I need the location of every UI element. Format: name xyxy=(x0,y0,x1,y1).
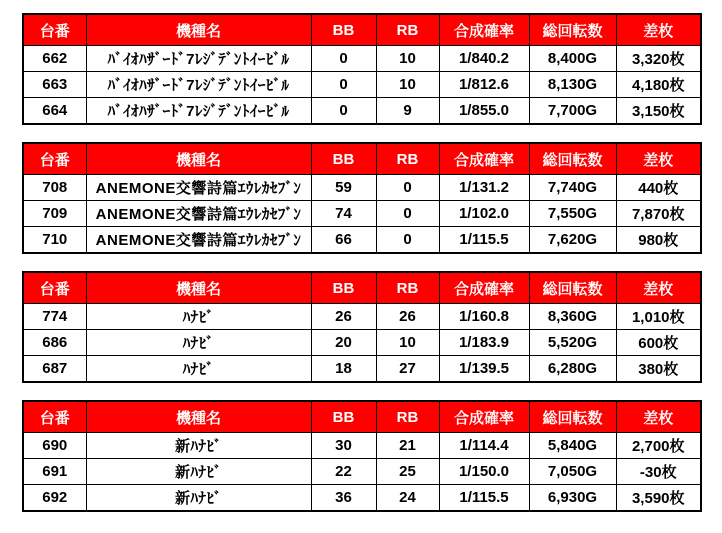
cell-rb: 10 xyxy=(376,72,439,98)
col-header-rb: RB xyxy=(376,14,439,46)
cell-total-spins: 7,050G xyxy=(529,459,616,485)
col-header-machine-number: 台番 xyxy=(23,143,86,175)
cell-model-name: 新ﾊﾅﾋﾞ xyxy=(86,459,311,485)
cell-total-spins: 8,360G xyxy=(529,304,616,330)
cell-combined-rate: 1/160.8 xyxy=(439,304,529,330)
cell-combined-rate: 1/114.4 xyxy=(439,433,529,459)
cell-total-spins: 7,550G xyxy=(529,201,616,227)
col-header-coin-diff: 差枚 xyxy=(616,272,701,304)
col-header-combined-rate: 合成確率 xyxy=(439,272,529,304)
col-header-combined-rate: 合成確率 xyxy=(439,14,529,46)
col-header-machine-number: 台番 xyxy=(23,401,86,433)
col-header-total-spins: 総回転数 xyxy=(529,143,616,175)
machine-stats-table-2 xyxy=(22,142,702,254)
col-header-combined-rate: 合成確率 xyxy=(439,401,529,433)
col-header-combined-rate: 合成確率 xyxy=(439,143,529,175)
cell-coin-diff: 600枚 xyxy=(616,330,701,356)
header-row xyxy=(23,272,701,304)
col-header-machine-number: 台番 xyxy=(23,14,86,46)
table-row xyxy=(23,46,701,72)
cell-rb: 10 xyxy=(376,46,439,72)
cell-bb: 20 xyxy=(311,330,376,356)
cell-machine-number: 690 xyxy=(23,433,86,459)
cell-model-name: ﾊﾞｲｵﾊｻﾞｰﾄﾞ7ﾚｼﾞﾃﾞﾝﾄｲｰﾋﾞﾙ xyxy=(86,72,311,98)
col-header-rb: RB xyxy=(376,143,439,175)
cell-machine-number: 774 xyxy=(23,304,86,330)
col-header-model-name: 機種名 xyxy=(86,272,311,304)
cell-machine-number: 687 xyxy=(23,356,86,383)
cell-combined-rate: 1/115.5 xyxy=(439,227,529,254)
cell-total-spins: 5,520G xyxy=(529,330,616,356)
cell-model-name: ANEMONE交響詩篇ｴｳﾚｶｾﾌﾞﾝ xyxy=(86,175,311,201)
col-header-bb: BB xyxy=(311,143,376,175)
cell-model-name: ﾊﾞｲｵﾊｻﾞｰﾄﾞ7ﾚｼﾞﾃﾞﾝﾄｲｰﾋﾞﾙ xyxy=(86,46,311,72)
cell-rb: 0 xyxy=(376,227,439,254)
cell-total-spins: 6,280G xyxy=(529,356,616,383)
table-row xyxy=(23,330,701,356)
col-header-coin-diff: 差枚 xyxy=(616,143,701,175)
cell-coin-diff: 440枚 xyxy=(616,175,701,201)
cell-combined-rate: 1/855.0 xyxy=(439,98,529,125)
cell-coin-diff: 7,870枚 xyxy=(616,201,701,227)
cell-machine-number: 708 xyxy=(23,175,86,201)
table-row xyxy=(23,356,701,383)
cell-bb: 0 xyxy=(311,72,376,98)
cell-combined-rate: 1/131.2 xyxy=(439,175,529,201)
cell-rb: 26 xyxy=(376,304,439,330)
cell-total-spins: 7,740G xyxy=(529,175,616,201)
cell-rb: 21 xyxy=(376,433,439,459)
table-row xyxy=(23,459,701,485)
cell-combined-rate: 1/840.2 xyxy=(439,46,529,72)
cell-model-name: ﾊﾅﾋﾞ xyxy=(86,356,311,383)
cell-coin-diff: 1,010枚 xyxy=(616,304,701,330)
cell-total-spins: 5,840G xyxy=(529,433,616,459)
cell-bb: 66 xyxy=(311,227,376,254)
cell-model-name: ANEMONE交響詩篇ｴｳﾚｶｾﾌﾞﾝ xyxy=(86,201,311,227)
cell-machine-number: 710 xyxy=(23,227,86,254)
machine-stats-table-1 xyxy=(22,13,702,125)
cell-model-name: ﾊﾅﾋﾞ xyxy=(86,304,311,330)
cell-total-spins: 6,930G xyxy=(529,485,616,512)
cell-bb: 59 xyxy=(311,175,376,201)
cell-machine-number: 664 xyxy=(23,98,86,125)
cell-bb: 26 xyxy=(311,304,376,330)
cell-combined-rate: 1/150.0 xyxy=(439,459,529,485)
header-row xyxy=(23,401,701,433)
cell-rb: 27 xyxy=(376,356,439,383)
cell-machine-number: 662 xyxy=(23,46,86,72)
cell-total-spins: 8,130G xyxy=(529,72,616,98)
cell-bb: 22 xyxy=(311,459,376,485)
cell-bb: 36 xyxy=(311,485,376,512)
col-header-model-name: 機種名 xyxy=(86,143,311,175)
cell-total-spins: 7,620G xyxy=(529,227,616,254)
cell-model-name: 新ﾊﾅﾋﾞ xyxy=(86,485,311,512)
cell-model-name: 新ﾊﾅﾋﾞ xyxy=(86,433,311,459)
cell-bb: 0 xyxy=(311,46,376,72)
col-header-model-name: 機種名 xyxy=(86,14,311,46)
col-header-rb: RB xyxy=(376,272,439,304)
col-header-total-spins: 総回転数 xyxy=(529,272,616,304)
table-row xyxy=(23,304,701,330)
col-header-bb: BB xyxy=(311,401,376,433)
cell-machine-number: 692 xyxy=(23,485,86,512)
cell-combined-rate: 1/115.5 xyxy=(439,485,529,512)
cell-rb: 9 xyxy=(376,98,439,125)
header-row xyxy=(23,143,701,175)
col-header-total-spins: 総回転数 xyxy=(529,14,616,46)
col-header-model-name: 機種名 xyxy=(86,401,311,433)
cell-coin-diff: -30枚 xyxy=(616,459,701,485)
col-header-bb: BB xyxy=(311,14,376,46)
cell-coin-diff: 380枚 xyxy=(616,356,701,383)
cell-bb: 0 xyxy=(311,98,376,125)
header-row xyxy=(23,14,701,46)
machine-stats-table-3 xyxy=(22,271,702,383)
machine-stats-table-4 xyxy=(22,400,702,512)
col-header-coin-diff: 差枚 xyxy=(616,14,701,46)
cell-model-name: ﾊﾞｲｵﾊｻﾞｰﾄﾞ7ﾚｼﾞﾃﾞﾝﾄｲｰﾋﾞﾙ xyxy=(86,98,311,125)
cell-coin-diff: 4,180枚 xyxy=(616,72,701,98)
cell-combined-rate: 1/183.9 xyxy=(439,330,529,356)
table-row xyxy=(23,227,701,254)
cell-combined-rate: 1/139.5 xyxy=(439,356,529,383)
cell-model-name: ANEMONE交響詩篇ｴｳﾚｶｾﾌﾞﾝ xyxy=(86,227,311,254)
cell-machine-number: 709 xyxy=(23,201,86,227)
cell-combined-rate: 1/102.0 xyxy=(439,201,529,227)
cell-rb: 25 xyxy=(376,459,439,485)
cell-model-name: ﾊﾅﾋﾞ xyxy=(86,330,311,356)
cell-rb: 24 xyxy=(376,485,439,512)
table-row xyxy=(23,485,701,512)
cell-combined-rate: 1/812.6 xyxy=(439,72,529,98)
cell-rb: 10 xyxy=(376,330,439,356)
cell-bb: 74 xyxy=(311,201,376,227)
col-header-rb: RB xyxy=(376,401,439,433)
col-header-coin-diff: 差枚 xyxy=(616,401,701,433)
table-row xyxy=(23,98,701,125)
table-row xyxy=(23,72,701,98)
cell-coin-diff: 2,700枚 xyxy=(616,433,701,459)
table-row xyxy=(23,175,701,201)
table-row xyxy=(23,433,701,459)
cell-machine-number: 663 xyxy=(23,72,86,98)
cell-total-spins: 7,700G xyxy=(529,98,616,125)
cell-bb: 30 xyxy=(311,433,376,459)
cell-coin-diff: 3,320枚 xyxy=(616,46,701,72)
cell-machine-number: 691 xyxy=(23,459,86,485)
col-header-bb: BB xyxy=(311,272,376,304)
cell-total-spins: 8,400G xyxy=(529,46,616,72)
cell-coin-diff: 980枚 xyxy=(616,227,701,254)
table-row xyxy=(23,201,701,227)
cell-rb: 0 xyxy=(376,175,439,201)
cell-machine-number: 686 xyxy=(23,330,86,356)
cell-coin-diff: 3,590枚 xyxy=(616,485,701,512)
cell-bb: 18 xyxy=(311,356,376,383)
col-header-total-spins: 総回転数 xyxy=(529,401,616,433)
col-header-machine-number: 台番 xyxy=(23,272,86,304)
cell-coin-diff: 3,150枚 xyxy=(616,98,701,125)
cell-rb: 0 xyxy=(376,201,439,227)
